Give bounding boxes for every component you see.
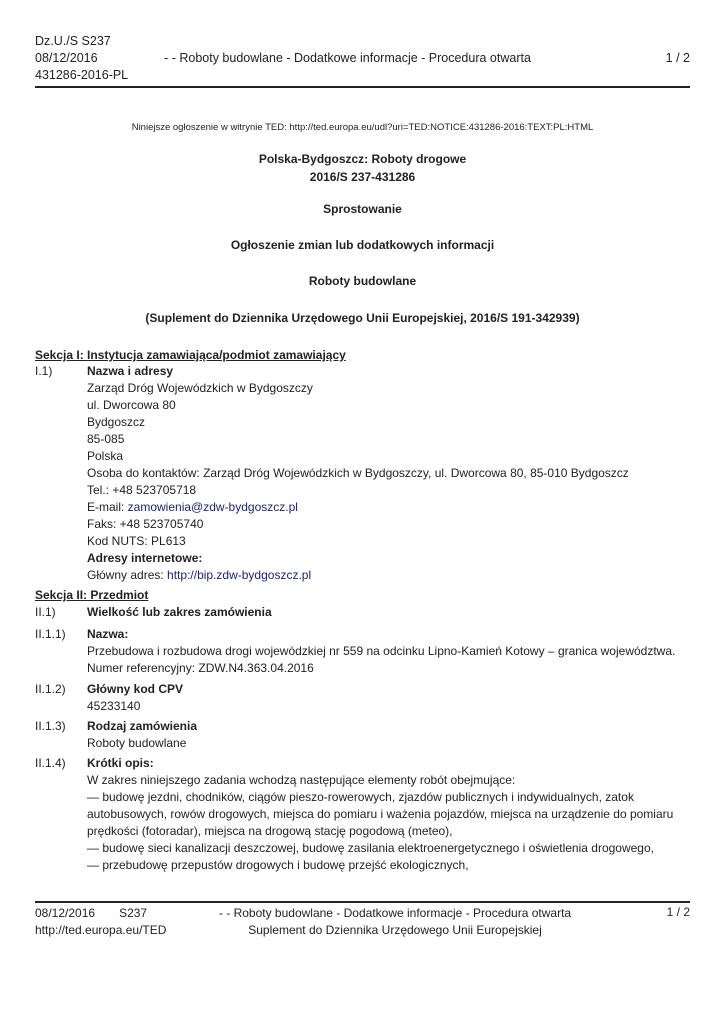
- item-heading: Wielkość lub zakres zamówienia: [87, 605, 272, 619]
- doc-title: Polska-Bydgoszcz: Roboty drogowe: [258, 152, 467, 166]
- header-page-number: 1 / 2: [665, 51, 690, 65]
- item-text: Przebudowa i rozbudowa drogi wojewódzkiej nr 559 na odcinku Lipno-Kamień Kotowy – granica województwa.: [87, 644, 676, 658]
- item-number: II.1): [35, 605, 56, 619]
- header-journal-ref: Dz.U./S S237: [35, 34, 111, 48]
- item-heading: Rodzaj zamówienia: [87, 719, 198, 733]
- address-line: ul. Dworcowa 80: [87, 398, 176, 412]
- main-address-label: Główny adres:: [87, 568, 168, 582]
- doc-type: Sprostowanie: [323, 202, 402, 216]
- item-body: [87, 681, 697, 715]
- item-text: Roboty budowlane: [87, 736, 187, 750]
- ted-notice-link[interactable]: Niniejsze ogłoszenie w witrynie TED: http://ted.europa.eu/udl?uri=TED:NOTICE:431286-2016:TEXT:PL:HTML: [131, 122, 594, 133]
- footer-meta: [35, 905, 166, 939]
- section-1-number: I.1): [35, 364, 53, 378]
- doc-supplement: (Suplement do Dziennika Urzędowego Unii Europejskiej, 2016/S 191-342939): [145, 311, 580, 325]
- item-heading: Główny kod CPV: [87, 682, 184, 696]
- header-date: 08/12/2016: [35, 51, 98, 65]
- doc-number: 2016/S 237-431286: [309, 170, 416, 184]
- section-1-heading: Nazwa i adresy: [87, 364, 174, 378]
- footer-date: 08/12/2016: [35, 906, 96, 920]
- header-notice-id: 431286-2016-PL: [35, 68, 129, 82]
- item-text: 45233140: [87, 699, 141, 713]
- main-address-row: [87, 567, 697, 584]
- item-text: — przebudowę przepustów drogowych i budowę przejść ekologicznych,: [87, 858, 469, 872]
- item-number: II.1.1): [35, 627, 66, 641]
- header-title: - - Roboty budowlane - Dodatkowe informacje - Procedura otwarta: [164, 51, 531, 65]
- footer-code: S237: [119, 906, 148, 920]
- footer-subtitle: Suplement do Dziennika Urzędowego Unii Europejskiej: [248, 923, 542, 937]
- item-text: — budowę sieci kanalizacji deszczowej, budowę zasilania elektroenergetycznego i oświetlenia drogowego,: [87, 841, 654, 855]
- footer-date-row: [35, 905, 166, 922]
- footer-url[interactable]: http://ted.europa.eu/TED: [35, 923, 167, 937]
- email-label: E-mail:: [87, 500, 128, 514]
- page-header: [35, 33, 690, 87]
- item-number: II.1.3): [35, 719, 66, 733]
- footer-title: - - Roboty budowlane - Dodatkowe informacje - Procedura otwarta: [218, 906, 572, 920]
- address-line: Osoba do kontaktów: Zarząd Dróg Wojewódzkich w Bydgoszczy, ul. Dworcowa 80, 85-010 Bydgoszcz: [87, 466, 629, 480]
- email-row: [87, 499, 697, 516]
- email-link[interactable]: zamowienia@zdw-bydgoszcz.pl: [127, 500, 298, 514]
- item-heading: Krótki opis:: [87, 756, 154, 770]
- footer-center: [205, 905, 585, 939]
- address-line: Polska: [87, 449, 124, 463]
- item-body: [87, 626, 697, 677]
- footer-divider: [35, 901, 690, 903]
- address-line: Tel.: +48 523705718: [87, 483, 197, 497]
- main-address-link[interactable]: http://bip.zdw-bydgoszcz.pl: [167, 568, 312, 582]
- nuts-line: Kod NUTS: PL613: [87, 534, 186, 548]
- doc-subtitle: Ogłoszenie zmian lub dodatkowych informacji: [230, 238, 495, 252]
- item-text: W zakres niniejszego zadania wchodzą następujące elementy robót obejmujące:: [87, 773, 516, 787]
- item-body: [87, 604, 697, 621]
- header-divider: [35, 86, 690, 88]
- internet-heading: Adresy internetowe:: [87, 551, 203, 565]
- item-text: Numer referencyjny: ZDW.N4.363.04.2016: [87, 661, 314, 675]
- item-heading: Nazwa:: [87, 627, 129, 641]
- item-text: — budowę jezdni, chodników, ciągów pieszo-rowerowych, zjazdów publicznych i indywidualnych, zatok: [87, 790, 634, 804]
- fax-line: Faks: +48 523705740: [87, 517, 204, 531]
- section-2-title: Sekcja II: Przedmiot: [35, 588, 149, 602]
- address-line: 85-085: [87, 432, 125, 446]
- item-number: II.1.4): [35, 756, 66, 770]
- item-body: [87, 718, 697, 752]
- section-1-body: [87, 363, 697, 584]
- address-line: Zarząd Dróg Wojewódzkich w Bydgoszczy: [87, 381, 313, 395]
- item-body: [87, 755, 697, 874]
- item-text: autobusowych, rowów drogowych, miejsca do pomiaru i ważenia pojazdów, miejsca na urządzenie do pomiaru: [87, 807, 674, 821]
- footer-page-number: 1 / 2: [666, 905, 690, 919]
- section-1-title: Sekcja I: Instytucja zamawiająca/podmiot zamawiający: [35, 348, 346, 362]
- doc-category: Roboty budowlane: [308, 274, 417, 288]
- item-text: prędkości (fotoradar), miejsca na drogową stację pogodową (meteo),: [87, 824, 453, 838]
- item-number: II.1.2): [35, 682, 66, 696]
- address-line: Bydgoszcz: [87, 415, 146, 429]
